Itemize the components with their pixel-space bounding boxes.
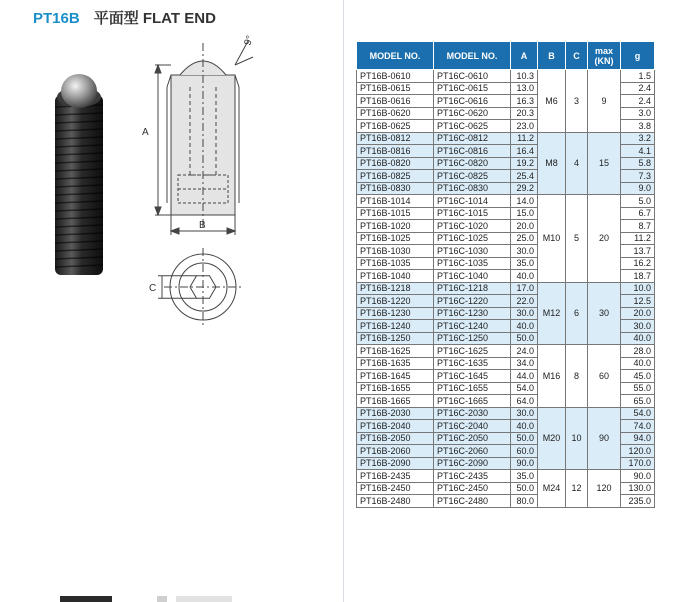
model-c-cell: PT16C-0825: [434, 170, 511, 183]
weight-g-cell: 16.2: [621, 257, 655, 270]
model-c-cell: PT16C-1218: [434, 282, 511, 295]
model-b-cell: PT16B-0615: [357, 82, 434, 95]
model-b-cell: PT16B-1220: [357, 295, 434, 308]
model-b-cell: PT16B-1025: [357, 232, 434, 245]
table-header-row: [357, 42, 655, 70]
model-c-cell: PT16C-1025: [434, 232, 511, 245]
weight-g-cell: 3.0: [621, 107, 655, 120]
dimension-a-cell: 20.0: [511, 220, 538, 233]
model-b-cell: PT16B-1020: [357, 220, 434, 233]
weight-g-cell: 2.4: [621, 95, 655, 108]
model-b-cell: PT16B-2050: [357, 432, 434, 445]
dimension-a-cell: 44.0: [511, 370, 538, 383]
hex-c-cell: 4: [566, 132, 588, 195]
model-c-cell: PT16C-1655: [434, 382, 511, 395]
model-b-cell: PT16B-1030: [357, 245, 434, 258]
weight-g-cell: 20.0: [621, 307, 655, 320]
model-c-cell: PT16C-1015: [434, 207, 511, 220]
dimension-a-cell: 17.0: [511, 282, 538, 295]
weight-g-cell: 90.0: [621, 470, 655, 483]
header-c: C: [566, 42, 588, 70]
dimension-a-cell: 50.0: [511, 332, 538, 345]
weight-g-cell: 12.5: [621, 295, 655, 308]
product-name: 平面型 FLAT END: [93, 10, 216, 27]
max-load-cell: 90: [588, 407, 621, 470]
model-c-cell: PT16C-2450: [434, 482, 511, 495]
model-b-cell: PT16B-2435: [357, 470, 434, 483]
dimension-a-cell: 80.0: [511, 495, 538, 508]
dimension-a-cell: 40.0: [511, 320, 538, 333]
screw-photo: [55, 74, 103, 275]
model-b-cell: PT16B-1014: [357, 195, 434, 208]
dimension-a-cell: 64.0: [511, 395, 538, 408]
max-load-cell: 30: [588, 282, 621, 345]
model-c-cell: PT16C-0830: [434, 182, 511, 195]
model-c-cell: PT16C-1020: [434, 220, 511, 233]
model-b-cell: PT16B-1625: [357, 345, 434, 358]
weight-g-cell: 3.8: [621, 120, 655, 133]
table-row: [357, 195, 655, 208]
model-c-cell: PT16C-2030: [434, 407, 511, 420]
weight-g-cell: 30.0: [621, 320, 655, 333]
dimension-a-cell: 50.0: [511, 432, 538, 445]
model-b-cell: PT16B-2060: [357, 445, 434, 458]
weight-g-cell: 5.8: [621, 157, 655, 170]
header-g: g: [621, 42, 655, 70]
weight-g-cell: 18.7: [621, 270, 655, 283]
model-c-cell: PT16C-0620: [434, 107, 511, 120]
dimension-a-cell: 34.0: [511, 357, 538, 370]
model-b-cell: PT16B-2030: [357, 407, 434, 420]
table-row: [357, 70, 655, 83]
model-b-cell: PT16B-2090: [357, 457, 434, 470]
weight-g-cell: 120.0: [621, 445, 655, 458]
dimension-a-cell: 25.4: [511, 170, 538, 183]
dimension-a-cell: 30.0: [511, 307, 538, 320]
header-max-line2: (KN): [594, 55, 614, 66]
model-c-cell: PT16C-1240: [434, 320, 511, 333]
thread-b-cell: M24: [538, 470, 566, 508]
hex-c-cell: 3: [566, 70, 588, 133]
spec-table-body: [357, 70, 655, 508]
dimension-a-cell: 30.0: [511, 245, 538, 258]
model-b-cell: PT16B-0820: [357, 157, 434, 170]
weight-g-cell: 7.3: [621, 170, 655, 183]
model-c-cell: PT16C-1220: [434, 295, 511, 308]
model-c-cell: PT16C-1230: [434, 307, 511, 320]
model-c-cell: PT16C-0610: [434, 70, 511, 83]
model-b-cell: PT16B-1230: [357, 307, 434, 320]
spec-table: [356, 41, 655, 508]
model-c-cell: PT16C-1625: [434, 345, 511, 358]
dimension-a-cell: 35.0: [511, 470, 538, 483]
hex-c-cell: 12: [566, 470, 588, 508]
model-c-cell: PT16C-2090: [434, 457, 511, 470]
dimension-a-cell: 60.0: [511, 445, 538, 458]
thread-b-cell: M12: [538, 282, 566, 345]
dimension-a-cell: 15.0: [511, 207, 538, 220]
weight-g-cell: 45.0: [621, 370, 655, 383]
model-b-cell: PT16B-1655: [357, 382, 434, 395]
max-load-cell: 120: [588, 470, 621, 508]
model-b-cell: PT16B-0825: [357, 170, 434, 183]
header-b: B: [538, 42, 566, 70]
dimension-a-cell: 19.2: [511, 157, 538, 170]
thread-b-cell: M8: [538, 132, 566, 195]
dimension-a-cell: 20.3: [511, 107, 538, 120]
model-b-cell: PT16B-1035: [357, 257, 434, 270]
thread-b-cell: M16: [538, 345, 566, 408]
max-load-cell: 20: [588, 195, 621, 283]
max-load-cell: 60: [588, 345, 621, 408]
dimension-a-cell: 29.2: [511, 182, 538, 195]
header-max-line1: max: [594, 45, 613, 56]
model-c-cell: PT16C-1014: [434, 195, 511, 208]
model-c-cell: PT16C-2435: [434, 470, 511, 483]
dimension-a-cell: 13.0: [511, 82, 538, 95]
weight-g-cell: 40.0: [621, 332, 655, 345]
weight-g-cell: 1.5: [621, 70, 655, 83]
dimension-a-label: A: [142, 127, 149, 138]
weight-g-cell: 2.4: [621, 82, 655, 95]
thread-b-cell: M6: [538, 70, 566, 133]
model-b-cell: PT16B-0610: [357, 70, 434, 83]
weight-g-cell: 4.1: [621, 145, 655, 158]
model-b-cell: PT16B-1250: [357, 332, 434, 345]
dimension-a-cell: 16.3: [511, 95, 538, 108]
footer-mark-1: [60, 596, 112, 602]
dimension-a-cell: 22.0: [511, 295, 538, 308]
model-c-cell: PT16C-1030: [434, 245, 511, 258]
model-b-cell: PT16B-2450: [357, 482, 434, 495]
model-c-cell: PT16C-1665: [434, 395, 511, 408]
model-b-cell: PT16B-1240: [357, 320, 434, 333]
table-row: [357, 132, 655, 145]
model-c-cell: PT16C-2050: [434, 432, 511, 445]
weight-g-cell: 55.0: [621, 382, 655, 395]
model-c-cell: PT16C-1250: [434, 332, 511, 345]
column-divider: [343, 0, 344, 602]
model-b-cell: PT16B-0830: [357, 182, 434, 195]
model-b-cell: PT16B-1665: [357, 395, 434, 408]
max-load-cell: 9: [588, 70, 621, 133]
angle-label: 9°: [242, 34, 257, 48]
model-b-cell: PT16B-1015: [357, 207, 434, 220]
model-b-cell: PT16B-1645: [357, 370, 434, 383]
dimension-a-cell: 14.0: [511, 195, 538, 208]
model-c-cell: PT16C-1040: [434, 270, 511, 283]
weight-g-cell: 54.0: [621, 407, 655, 420]
footer-mark-3: [176, 596, 232, 602]
weight-g-cell: 5.0: [621, 195, 655, 208]
footer-mark-2: [157, 596, 167, 602]
model-c-cell: PT16C-0616: [434, 95, 511, 108]
hex-c-cell: 8: [566, 345, 588, 408]
hex-c-cell: 5: [566, 195, 588, 283]
weight-g-cell: 130.0: [621, 482, 655, 495]
header-model-b: MODEL NO.: [357, 42, 434, 70]
weight-g-cell: 11.2: [621, 232, 655, 245]
dimension-a-cell: 50.0: [511, 482, 538, 495]
dimension-a-cell: 25.0: [511, 232, 538, 245]
table-row: [357, 282, 655, 295]
hex-c-cell: 10: [566, 407, 588, 470]
weight-g-cell: 235.0: [621, 495, 655, 508]
model-b-cell: PT16B-1040: [357, 270, 434, 283]
dimension-a-cell: 11.2: [511, 132, 538, 145]
model-c-cell: PT16C-1635: [434, 357, 511, 370]
model-b-cell: PT16B-0816: [357, 145, 434, 158]
model-c-cell: PT16C-2060: [434, 445, 511, 458]
weight-g-cell: 74.0: [621, 420, 655, 433]
model-b-cell: PT16B-0812: [357, 132, 434, 145]
dimension-a-cell: 10.3: [511, 70, 538, 83]
end-view-drawing: [158, 248, 242, 325]
table-row: [357, 407, 655, 420]
model-c-cell: PT16C-1645: [434, 370, 511, 383]
thread-b-cell: M10: [538, 195, 566, 283]
model-b-cell: PT16B-0625: [357, 120, 434, 133]
thread-b-cell: M20: [538, 407, 566, 470]
dimension-a-cell: 40.0: [511, 420, 538, 433]
technical-drawing: [50, 25, 340, 335]
weight-g-cell: 40.0: [621, 357, 655, 370]
weight-g-cell: 9.0: [621, 182, 655, 195]
header-model-c: MODEL NO.: [434, 42, 511, 70]
dimension-a-cell: 24.0: [511, 345, 538, 358]
weight-g-cell: 10.0: [621, 282, 655, 295]
weight-g-cell: 170.0: [621, 457, 655, 470]
model-c-cell: PT16C-0812: [434, 132, 511, 145]
model-c-cell: PT16C-0816: [434, 145, 511, 158]
product-code: PT16B: [33, 10, 80, 27]
dimension-a-cell: 35.0: [511, 257, 538, 270]
weight-g-cell: 65.0: [621, 395, 655, 408]
weight-g-cell: 8.7: [621, 220, 655, 233]
model-b-cell: PT16B-1218: [357, 282, 434, 295]
dimension-a-cell: 40.0: [511, 270, 538, 283]
model-b-cell: PT16B-2480: [357, 495, 434, 508]
weight-g-cell: 13.7: [621, 245, 655, 258]
max-load-cell: 15: [588, 132, 621, 195]
dimension-a-cell: 23.0: [511, 120, 538, 133]
weight-g-cell: 3.2: [621, 132, 655, 145]
dimension-a-cell: 30.0: [511, 407, 538, 420]
model-c-cell: PT16C-0625: [434, 120, 511, 133]
dimension-c-label: C: [149, 283, 157, 294]
model-c-cell: PT16C-2480: [434, 495, 511, 508]
model-b-cell: PT16B-0616: [357, 95, 434, 108]
weight-g-cell: 6.7: [621, 207, 655, 220]
hex-c-cell: 6: [566, 282, 588, 345]
dimension-a-cell: 54.0: [511, 382, 538, 395]
table-row: [357, 470, 655, 483]
model-c-cell: PT16C-0820: [434, 157, 511, 170]
model-c-cell: PT16C-1035: [434, 257, 511, 270]
model-c-cell: PT16C-2040: [434, 420, 511, 433]
model-b-cell: PT16B-2040: [357, 420, 434, 433]
header-a: A: [511, 42, 538, 70]
dimension-a-cell: 90.0: [511, 457, 538, 470]
model-b-cell: PT16B-1635: [357, 357, 434, 370]
model-b-cell: PT16B-0620: [357, 107, 434, 120]
table-row: [357, 345, 655, 358]
model-c-cell: PT16C-0615: [434, 82, 511, 95]
dimension-a-cell: 16.4: [511, 145, 538, 158]
side-view-drawing: [155, 41, 253, 235]
dimension-b-label: B: [199, 220, 206, 231]
weight-g-cell: 28.0: [621, 345, 655, 358]
weight-g-cell: 94.0: [621, 432, 655, 445]
header-max: [588, 42, 621, 70]
